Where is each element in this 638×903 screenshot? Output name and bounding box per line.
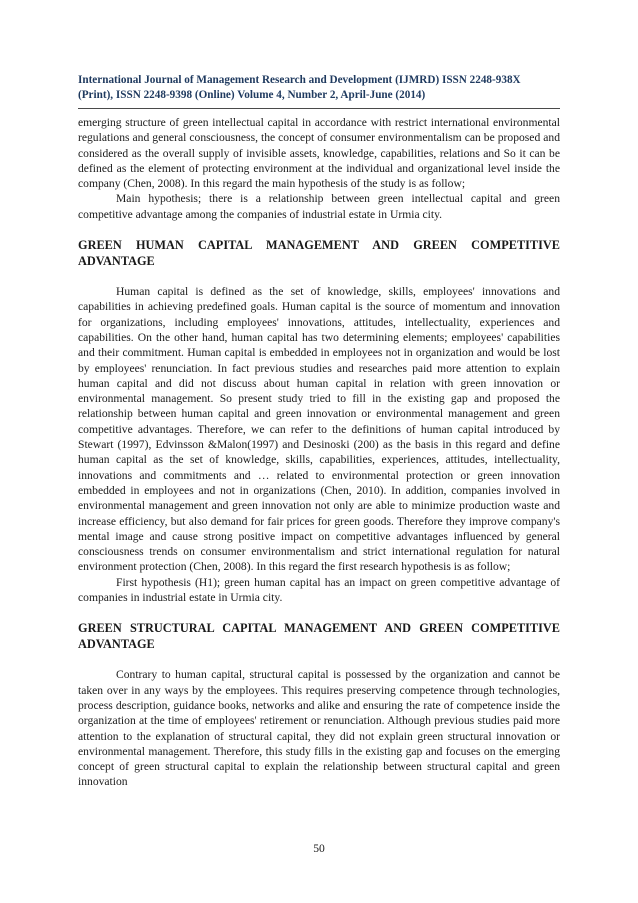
paragraph-first-hypothesis: First hypothesis (H1); green human capital has an impact on green competitive advantage of companies in industrial estate in Urmia city. <box>78 575 560 605</box>
paragraph-human-capital: Human capital is defined as the set of knowledge, skills, employees' innovations and capabilities in achieving predefined goals. Human capital is the source of momentum and innovation for organizations, including employees' innovations, attitudes, intellectuality, experiences and capabilities. On the other hand, human capital has two determining elements; employees' capabilities and their commitment. Human capital is embedded in employees not in organization and would be lost by employees' renunciation. In fact previous studies and researches paid more attention to explain human capital and did not discuss about human capital in relation with green innovation or environmental management. So present study tried to fill in the existing gap and proposed the relationship between human capital and green innovation or environmental management and green competitive advantages. Therefore, we can refer to the definitions of human capital introduced by Stewart (1997), Edvinsson &Malon(1997) and Desinoski (200) as the basis in this regard and define human capital as the set of knowledge, skills, capabilities, experiences, attitudes, intellectuality, innovations and commitments and … related to environmental protection or green innovation embedded in employees and not in organizations (Chen, 2010). In addition, companies involved in environmental management and green innovation not only are able to minimize production waste and increase efficiency, but also demand for fair prices for green goods. Therefore they improve company's mental image and cause strong positive impact on competitive advantages influenced by general consciousness trends on consumer environmentalism and strict international regulation for natural environment protection (Chen, 2008). In this regard the first research hypothesis is as follow; <box>78 285 560 574</box>
page-number: 50 <box>313 842 325 855</box>
article-body <box>78 115 560 790</box>
section-heading-human-capital: GREEN HUMAN CAPITAL MANAGEMENT AND GREEN COMPETITIVE ADVANTAGE <box>78 238 560 269</box>
header-line-1: International Journal of Management Research and Development (IJMRD) ISSN 2248-938X <box>78 74 521 86</box>
running-header <box>78 73 560 102</box>
section-heading-structural-capital: GREEN STRUCTURAL CAPITAL MANAGEMENT AND GREEN COMPETITIVE ADVANTAGE <box>78 621 560 652</box>
paragraph-structural-capital: Contrary to human capital, structural capital is possessed by the organization and cannot be taken over in any ways by the employees. This requires preserving competence through technologies, process description, guidance books, networks and alike and ensuring the rate of competence inside the organization at the time of employees' retirement or renunciation. Although previous studies paid more attention to the explanation of structural capital, they did not explain green structural innovation or environmental management. Therefore, this study fills in the existing gap and focuses on the emerging concept of green structural capital to explain the relationship between structural capital and green innovation <box>78 668 560 789</box>
paragraph-continuation: emerging structure of green intellectual capital in accordance with restrict international environmental regulations and general consciousness, the concept of consumer environmentalism can be proposed and considered as the overall supply of invisible assets, knowledge, capabilities, relations and So it can be defined as the element of protecting environment at the individual and organizational level inside the company (Chen, 2008). In this regard the main hypothesis of the study is as follow; <box>78 116 560 191</box>
header-divider <box>78 108 560 109</box>
header-line-2: (Print), ISSN 2248-9398 (Online) Volume 4, Number 2, April-June (2014) <box>78 88 426 101</box>
paragraph-main-hypothesis: Main hypothesis; there is a relationship between green intellectual capital and green competitive advantage among the companies of industrial estate in Urmia city. <box>78 192 560 221</box>
